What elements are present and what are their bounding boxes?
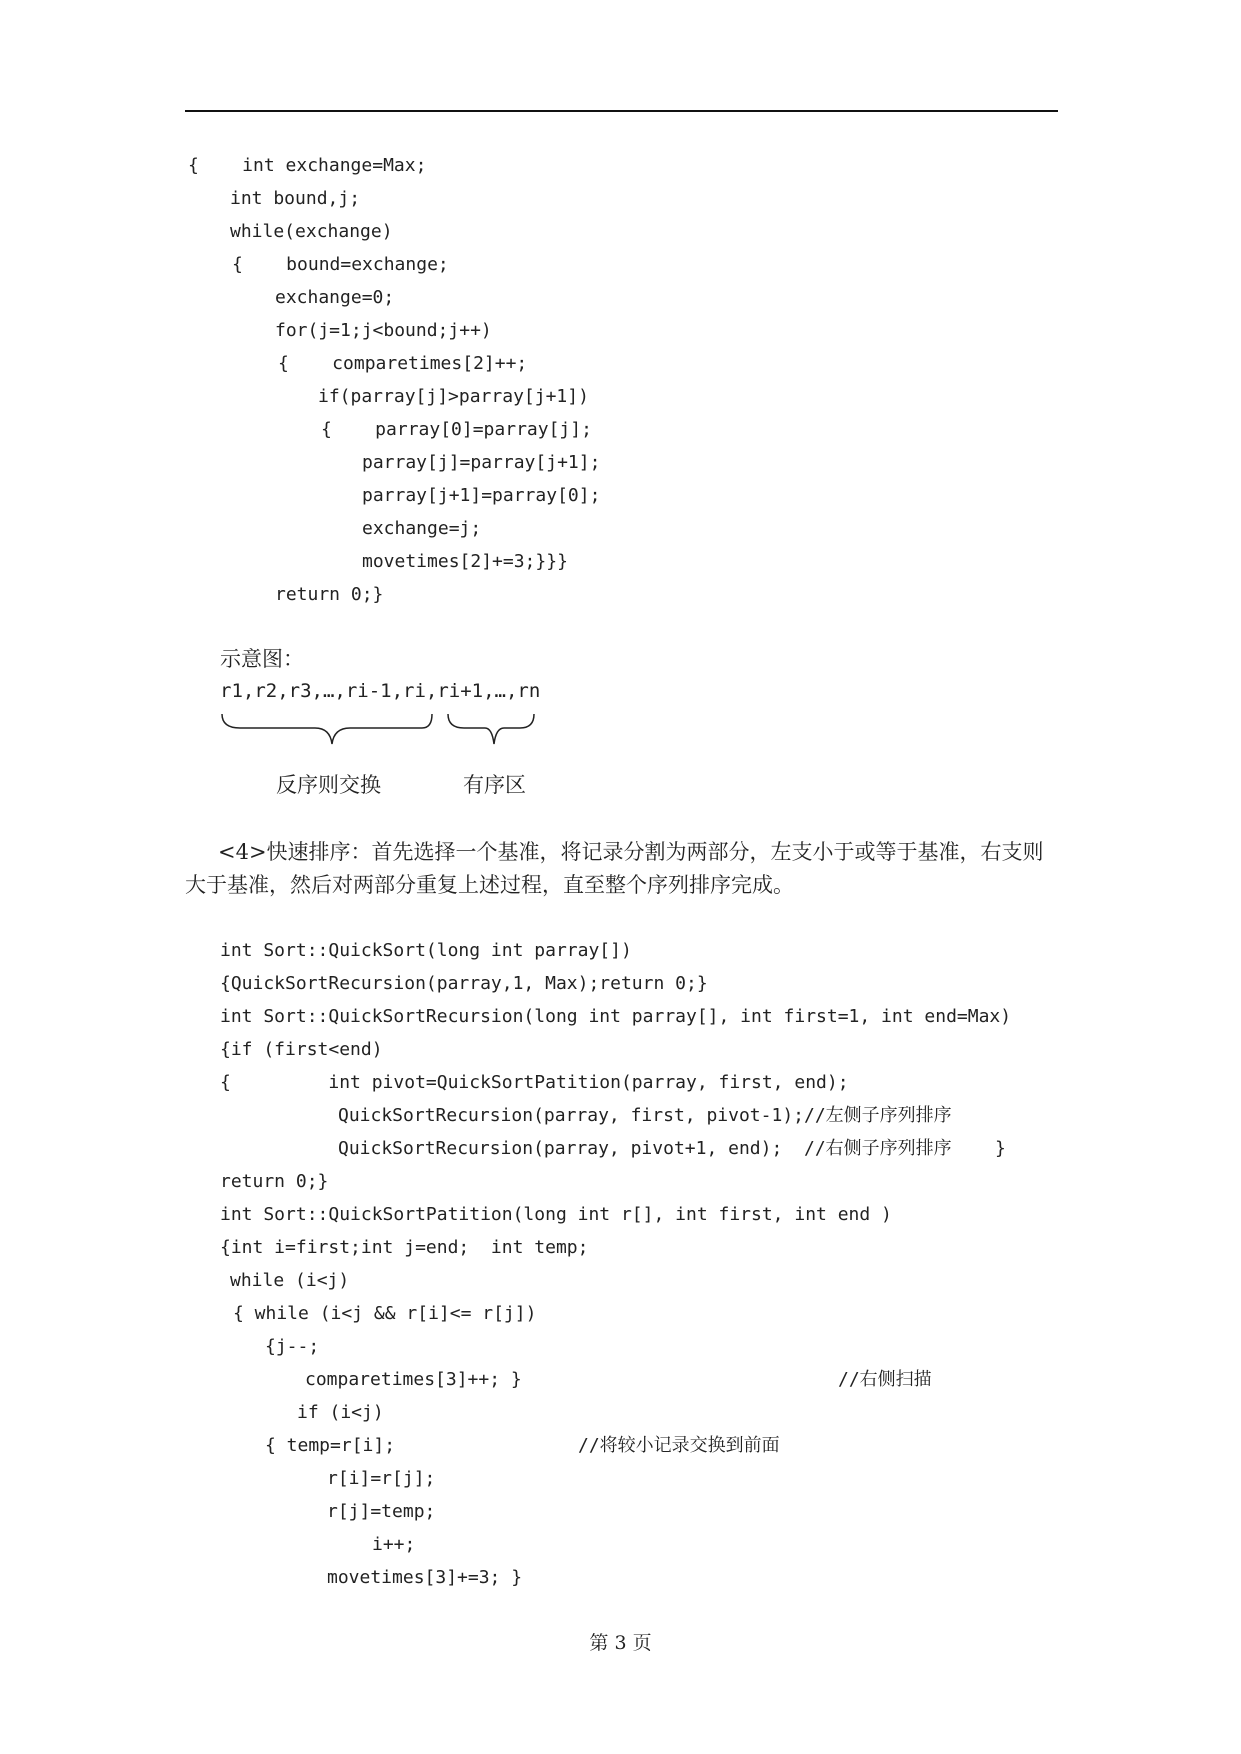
code-line: movetimes[3]+=3; }	[327, 1567, 523, 1588]
code-line: { parray[0]=parray[j];	[321, 419, 592, 440]
code-line: {j--;	[265, 1336, 320, 1357]
code-line: if(parray[j]>parray[j+1])	[318, 386, 589, 407]
code-line: {int i=first;int j=end; int temp;	[220, 1237, 589, 1258]
code-line: r[i]=r[j];	[327, 1468, 436, 1489]
code-line: {if (first<end)	[220, 1039, 383, 1060]
code-line: int bound,j;	[230, 188, 361, 209]
code-line: { int exchange=Max;	[188, 155, 427, 176]
code-line: int Sort::QuickSortPatition(long int r[], int first, int end )	[220, 1204, 892, 1225]
code-line: movetimes[2]+=3;}}}	[362, 551, 568, 572]
code-line: {QuickSortRecursion(parray,1, Max);return 0;}	[220, 973, 708, 994]
code-line: comparetimes[3]++; }	[305, 1369, 522, 1390]
page-number: 第 3 页	[589, 1632, 652, 1654]
code-line: { comparetimes[2]++;	[278, 353, 528, 374]
diagram-label-left: 反序则交换	[276, 773, 381, 797]
code-line: return 0;}	[220, 1171, 329, 1192]
code-line: return 0;}	[275, 584, 384, 605]
code-line: QuickSortRecursion(parray, pivot+1, end); //右侧子序列排序 }	[338, 1138, 1006, 1159]
diagram-label-right: 有序区	[463, 773, 526, 797]
code-line: { temp=r[i];	[265, 1435, 396, 1456]
code-comment: //将较小记录交换到前面	[578, 1435, 780, 1456]
code-line: { while (i<j && r[i]<= r[j])	[233, 1303, 537, 1324]
code-line: exchange=0;	[275, 287, 395, 308]
code-line: while(exchange)	[230, 221, 393, 242]
code-comment: //右侧扫描	[838, 1369, 932, 1390]
code-line: QuickSortRecursion(parray, first, pivot-1);//左侧子序列排序	[338, 1105, 952, 1126]
code-line: { bound=exchange;	[232, 254, 449, 275]
code-line: if (i<j)	[297, 1402, 384, 1423]
code-line: parray[j+1]=parray[0];	[362, 485, 601, 506]
code-line: r[j]=temp;	[327, 1501, 436, 1522]
code-line: while (i<j)	[230, 1270, 350, 1291]
code-line: exchange=j;	[362, 518, 482, 539]
code-line: int Sort::QuickSortRecursion(long int parray[], int first=1, int end=Max)	[220, 1006, 1012, 1027]
code-line: parray[j]=parray[j+1];	[362, 452, 601, 473]
code-line: i++;	[372, 1534, 416, 1555]
code-line: int Sort::QuickSort(long int parray[])	[220, 940, 632, 961]
code-line: for(j=1;j<bound;j++)	[275, 320, 492, 341]
diagram-heading: 示意图：	[220, 647, 304, 671]
quicksort-description: <4>快速排序：首先选择一个基准，将记录分割为两部分，左支小于或等于基准，右支则大于基准，然后对两部分重复上述过程，直至整个序列排序完成。	[185, 840, 1044, 897]
diagram-sequence: r1,r2,r3,…,ri-1,ri,ri+1,…,rn	[220, 680, 541, 702]
code-line: { int pivot=QuickSortPatition(parray, first, end);	[220, 1072, 849, 1093]
